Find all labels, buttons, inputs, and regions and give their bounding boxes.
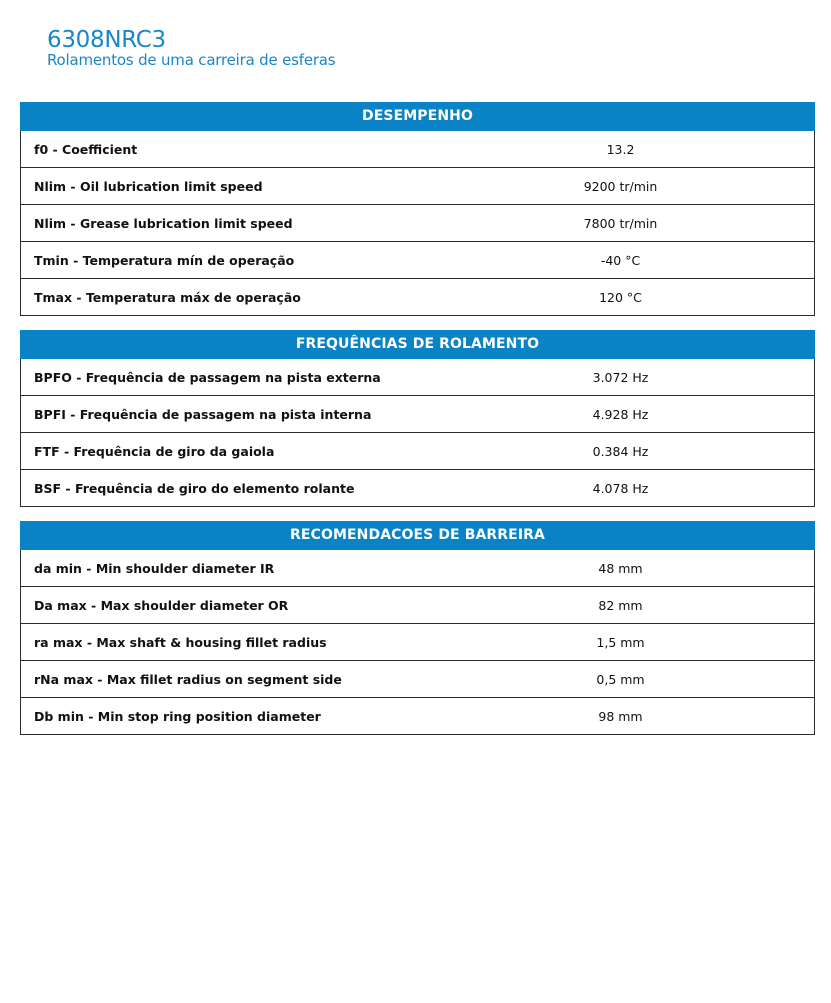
row-value: 120 °C xyxy=(427,279,815,316)
section-header: FREQUÊNCIAS DE ROLAMENTO xyxy=(20,330,815,359)
table-row xyxy=(21,168,815,205)
row-label: da min - Min shoulder diameter IR xyxy=(21,550,428,587)
row-label: BPFO - Frequência de passagem na pista externa xyxy=(21,359,428,396)
product-header xyxy=(47,26,335,69)
table-row xyxy=(21,131,815,168)
spec-table xyxy=(20,131,815,316)
section-recomendacoes xyxy=(20,521,815,735)
table-row xyxy=(21,433,815,470)
row-label: ra max - Max shaft & housing fillet radius xyxy=(21,624,428,661)
page-subtitle: Rolamentos de uma carreira de esferas xyxy=(47,51,336,69)
row-value: 1,5 mm xyxy=(427,624,815,661)
row-value: 48 mm xyxy=(427,550,815,587)
row-value: 0.384 Hz xyxy=(427,433,815,470)
row-value: -40 °C xyxy=(427,242,815,279)
row-label: BPFI - Frequência de passagem na pista interna xyxy=(21,396,428,433)
row-label: rNa max - Max fillet radius on segment side xyxy=(21,661,428,698)
row-value: 3.072 Hz xyxy=(427,359,815,396)
table-row xyxy=(21,587,815,624)
row-label: f0 - Coefficient xyxy=(21,131,428,168)
row-label: Da max - Max shoulder diameter OR xyxy=(21,587,428,624)
spec-table xyxy=(20,359,815,507)
table-row xyxy=(21,550,815,587)
row-label: Nlim - Grease lubrication limit speed xyxy=(21,205,428,242)
table-row xyxy=(21,470,815,507)
row-label: FTF - Frequência de giro da gaiola xyxy=(21,433,428,470)
section-frequencias xyxy=(20,330,815,507)
section-header: RECOMENDACOES DE BARREIRA xyxy=(20,521,815,550)
table-row xyxy=(21,279,815,316)
row-label: BSF - Frequência de giro do elemento rolante xyxy=(21,470,428,507)
table-row xyxy=(21,205,815,242)
table-row xyxy=(21,242,815,279)
row-value: 13.2 xyxy=(427,131,815,168)
table-row xyxy=(21,396,815,433)
row-value: 4.078 Hz xyxy=(427,470,815,507)
row-label: Nlim - Oil lubrication limit speed xyxy=(21,168,428,205)
row-label: Tmax - Temperatura máx de operação xyxy=(21,279,428,316)
row-value: 9200 tr/min xyxy=(427,168,815,205)
row-value: 4.928 Hz xyxy=(427,396,815,433)
table-row xyxy=(21,624,815,661)
section-header: DESEMPENHO xyxy=(20,102,815,131)
spec-table xyxy=(20,550,815,735)
section-desempenho xyxy=(20,102,815,316)
row-label: Db min - Min stop ring position diameter xyxy=(21,698,428,735)
row-value: 7800 tr/min xyxy=(427,205,815,242)
row-value: 0,5 mm xyxy=(427,661,815,698)
row-label: Tmin - Temperatura mín de operação xyxy=(21,242,428,279)
row-value: 82 mm xyxy=(427,587,815,624)
table-row xyxy=(21,661,815,698)
table-row xyxy=(21,359,815,396)
page-title: 6308NRC3 xyxy=(47,27,166,53)
row-value: 98 mm xyxy=(427,698,815,735)
table-row xyxy=(21,698,815,735)
